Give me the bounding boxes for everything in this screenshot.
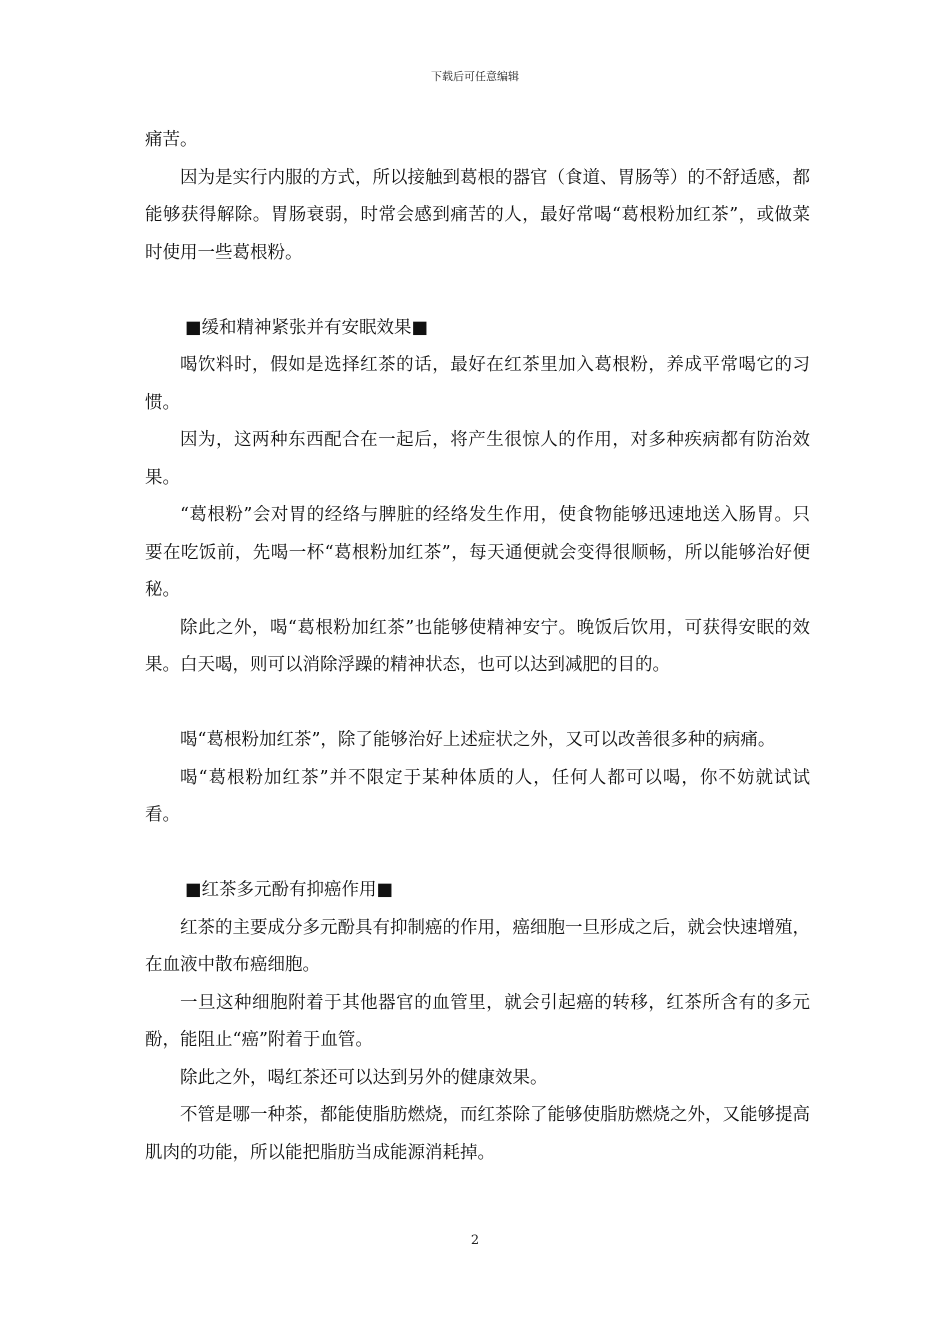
page-number: 2 [470, 1233, 480, 1248]
document-body [145, 122, 810, 1172]
section-heading: ■红茶多元酚有抑癌作用■ [185, 880, 394, 900]
paragraph: 除此之外，喝红茶还可以达到另外的健康效果。 [180, 1067, 548, 1088]
page-header: 下载后可任意编辑 [431, 70, 519, 83]
paragraph: 除此之外，喝“葛根粉加红茶”也能够使精神安宁。晚饭后饮用，可获得安眠的效果。白天喝，则可以消除浮躁的精神状态，也可以达到减肥的目的。 [145, 617, 810, 675]
paragraph: 红茶的主要成分多元酚具有抑制癌的作用，癌细胞一旦形成之后，就会快速增殖，在血液中散布癌细胞。 [145, 917, 810, 975]
paragraph: 喝“葛根粉加红茶”并不限定于某种体质的人，任何人都可以喝，你不妨就试试看。 [145, 767, 810, 825]
blank-line [145, 685, 810, 723]
paragraph: 因为是实行内服的方式，所以接触到葛根的器官（食道、胃肠等）的不舒适感，都能够获得解除。胃肠衰弱，时常会感到痛苦的人，最好常喝“葛根粉加红茶”，或做菜时使用一些葛根粉。 [145, 167, 810, 263]
section-heading: ■缓和精神紧张并有安眠效果■ [185, 317, 429, 338]
blank-line [145, 835, 810, 873]
paragraph: “葛根粉”会对胃的经络与脾脏的经络发生作用，使食物能够迅速地送入肠胃。只要在吃饭前，先喝一杯“葛根粉加红茶”，每天通便就会变得很顺畅，所以能够治好便秘。 [145, 505, 810, 600]
paragraph: 喝饮料时，假如是选择红茶的话，最好在红茶里加入葛根粉，养成平常喝它的习惯。 [145, 355, 810, 413]
paragraph: 痛苦。 [145, 130, 198, 150]
paragraph: 喝“葛根粉加红茶”，除了能够治好上述症状之外，又可以改善很多种的病痛。 [180, 730, 776, 750]
paragraph: 一旦这种细胞附着于其他器官的血管里，就会引起癌的转移，红茶所含有的多元酚，能阻止“癌”附着于血管。 [145, 992, 810, 1050]
paragraph: 不管是哪一种茶，都能使脂肪燃烧，而红茶除了能够使脂肪燃烧之外，又能够提高肌肉的功能，所以能把脂肪当成能源消耗掉。 [145, 1105, 810, 1163]
blank-line [145, 272, 810, 310]
paragraph: 因为，这两种东西配合在一起后，将产生很惊人的作用，对多种疾病都有防治效果。 [145, 430, 810, 488]
